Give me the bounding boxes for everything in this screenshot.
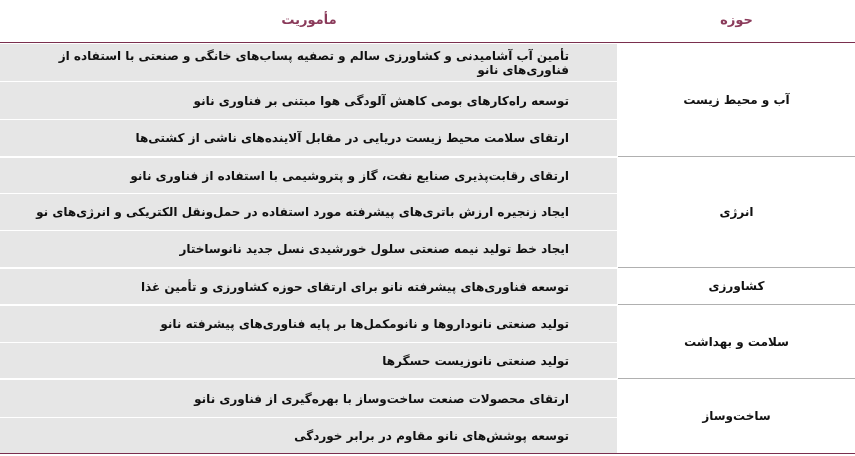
mission-row: ارتقای سلامت محیط زیست دریایی در مقابل آلاینده‌های ناشی از کشتی‌ها (0, 119, 617, 156)
domain-cell: انرژی (719, 205, 754, 219)
table-header (0, 0, 855, 42)
mission-row: توسعه پوشش‌های نانو مقاوم در برابر خوردگی (0, 417, 617, 453)
mission-row: ارتقای محصولات صنعت ساخت‌وساز با بهره‌گیری از فناوری نانو (0, 379, 617, 417)
mission-row: تولید صنعتی نانوزیست حسگرها (0, 342, 617, 378)
header-domain: حوزه (720, 13, 753, 28)
mission-row: تولید صنعتی نانوداروها و نانومکمل‌ها بر پایه فناوری‌های پیشرفته نانو (0, 305, 617, 342)
domain-cell: ساخت‌وساز (702, 409, 771, 423)
mission-row: ایجاد خط تولید نیمه صنعتی سلول خورشیدی نسل جدید نانوساختار (0, 230, 617, 267)
header-mission: مأموریت (281, 13, 337, 28)
domain-cell: کشاورزی (708, 279, 765, 293)
mission-row: ایجاد زنجیره ارزش باتری‌های پیشرفته مورد استفاده در حمل‌ونقل الکتریکی و انرژی‌های نو (0, 193, 617, 230)
bottom-rule (0, 453, 855, 454)
mission-row: ارتقای رقابت‌پذیری صنایع نفت، گاز و پتروشیمی با استفاده از فناوری نانو (0, 157, 617, 193)
mission-row: توسعه فناوری‌های پیشرفته نانو برای ارتقای حوزه کشاورزی و تأمین غذا (0, 268, 617, 304)
mission-row: توسعه راه‌کارهای بومی کاهش آلودگی هوا مبتنی بر فناوری نانو (0, 81, 617, 119)
domain-cell: آب و محیط زیست (683, 92, 790, 107)
mission-row: تأمین آب آشامیدنی و کشاورزی سالم و تصفیه پساب‌های خانگی و صنعتی با استفاده از فناوری‌های نانو (0, 43, 617, 81)
domain-cell: سلامت و بهداشت (684, 334, 789, 349)
